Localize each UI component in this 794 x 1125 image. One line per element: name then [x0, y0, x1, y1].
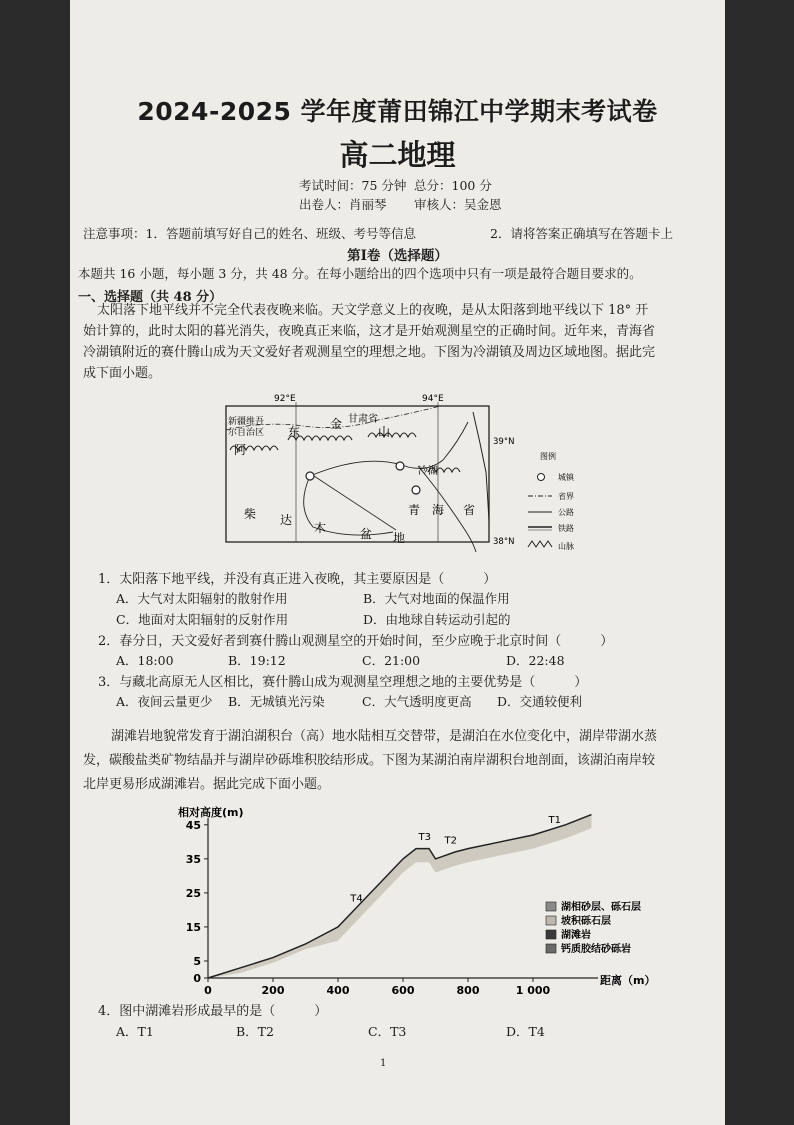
railway-line	[473, 412, 489, 522]
question-4-option-b[interactable]: B．T2	[236, 1024, 274, 1039]
passage-1-line-2: 始计算的，此时太阳的暮光消失，夜晚真正来临，这才是开始观测星空的正确时间。近年来，青海省	[83, 324, 656, 339]
map-char-jin: 金	[330, 417, 343, 431]
reviewer: 审核人：吴金恩	[414, 197, 502, 212]
question-1-option-a[interactable]: A．大气对太阳辐射的散射作用	[116, 591, 288, 606]
map-char-sheng: 省	[463, 503, 476, 517]
x-tick-label-3: 600	[391, 984, 415, 997]
lat-39-label: 39°N	[493, 437, 515, 447]
passage-2-line-1: 湖滩岩地貌常发育于湖泊湖积台（高）地水陆相互交替带，是湖泊在水位变化中，湖岸带湖水蒸	[111, 729, 658, 744]
map-char-di: 地	[393, 531, 406, 545]
question-3-stem: 3．与藏北高原无人区相比，赛什腾山成为观测星空理想之地的主要优势是（ ）	[98, 675, 588, 690]
question-2-option-d[interactable]: D．22:48	[506, 653, 565, 668]
legend-mountain: 山脉	[558, 542, 574, 551]
terrace-label-t1: T1	[548, 815, 561, 827]
lon-92-label: 92°E	[274, 394, 296, 404]
x-tick-label-2: 400	[326, 984, 350, 997]
question-1-option-c[interactable]: C．地面对太阳辐射的反射作用	[116, 612, 289, 627]
question-3-option-a[interactable]: A．夜间云量更少	[116, 694, 213, 709]
question-1-option-b[interactable]: B．大气对地面的保温作用	[363, 591, 510, 606]
map-char-da: 达	[280, 513, 293, 527]
legend-town: 城镇	[558, 473, 574, 482]
map-char-mu: 木	[314, 521, 327, 535]
question-4-option-d[interactable]: D．T4	[506, 1024, 545, 1039]
question-1-stem: 1．太阳落下地平线，并没有真正进入夜晚，其主要原因是（ ）	[98, 572, 497, 587]
question-2-option-c[interactable]: C．21:00	[362, 653, 421, 668]
xinjiang-label-1: 新疆维吾	[228, 417, 265, 427]
map-char-shan: 山	[378, 425, 391, 439]
x-tick-label-5: 1 000	[515, 984, 551, 997]
legend-entry-2: 湖滩岩	[561, 930, 591, 941]
legend-swatch-1	[546, 916, 556, 925]
legend-swatch-2	[546, 930, 556, 939]
legend-border: 省界	[558, 492, 574, 501]
y-tick-label-4: 35	[185, 852, 201, 866]
legend-mountain-icon	[528, 541, 552, 547]
question-3-option-c[interactable]: C．大气透明度更高	[362, 694, 472, 709]
map-legend	[528, 451, 575, 551]
passage-2	[83, 725, 723, 797]
chart-legend	[546, 900, 641, 955]
y-tick-label-3: 25	[185, 886, 201, 900]
lenghu-label: 冷湖	[418, 466, 438, 477]
y-ticks	[186, 819, 208, 985]
passage-2-line-3: 北岸更易形成湖滩岩。据此完成下面小题。	[83, 777, 331, 792]
profile-chart	[168, 800, 720, 1000]
passage-2-line-2: 发，碳酸盐类矿物结晶并与湖岸砂砾堆积胶结形成。下图为某湖泊南岸湖积台地剖面，该湖泊南岸较	[83, 753, 656, 768]
section-desc: 本题共 16 小题，每小题 3 分，共 48 分。在每小题给出的四个选项中只有一项是最符合题目要求的。	[78, 266, 642, 281]
chart-ylabel: 相对高度(m)	[178, 806, 244, 819]
exam-subject: 高二地理	[339, 138, 456, 172]
town-marker-3	[412, 486, 420, 494]
question-4-stem: 4．图中湖滩岩形成最早的是（ ）	[98, 1004, 328, 1019]
notes-line: 注意事项：1．答题前填写好自己的姓名、班级、考号等信息	[83, 226, 416, 241]
town-marker-1	[306, 472, 314, 480]
total-score: 总分：100 分	[414, 178, 492, 193]
exam-time: 考试时间：75 分钟	[299, 178, 407, 193]
road-diagonal	[314, 476, 396, 530]
exam-page	[70, 0, 725, 1125]
map-char-dong: 东	[288, 425, 301, 439]
passage-1-line-4: 成下面小题。	[83, 366, 162, 381]
town-marker-lenghu	[396, 462, 404, 470]
terrace-label-t4: T4	[350, 893, 363, 905]
passage-1	[83, 300, 723, 384]
legend-road: 公路	[558, 508, 574, 517]
legend-title: 图例	[540, 452, 556, 461]
map-char-a: 阿	[234, 443, 247, 457]
question-2-option-b[interactable]: B．19:12	[228, 653, 286, 668]
gansu-label: 甘肃省	[348, 414, 378, 425]
notes-item-2: 2．请将答案正确填写在答题卡上	[490, 226, 673, 241]
y-tick-label-0: 0	[193, 972, 201, 985]
passage-1-line-3: 冷湖镇附近的赛什腾山成为天文爱好者观测星空的理想之地。下图为冷湖镇及周边区域地图。据此完	[83, 345, 656, 360]
lon-94-label: 94°E	[422, 394, 444, 404]
x-tick-label-0: 0	[204, 984, 212, 997]
question-3-option-d[interactable]: D．交通较便利	[497, 694, 583, 709]
legend-town-icon	[538, 474, 545, 481]
section-title: 第Ⅰ卷（选择题）	[347, 248, 448, 264]
section-heading: 一、选择题（共 48 分）	[78, 290, 223, 305]
question-4-option-a[interactable]: A．T1	[116, 1024, 154, 1039]
map-char-pen: 盆	[360, 527, 373, 541]
question-3-option-b[interactable]: B．无城镇光污染	[228, 694, 325, 709]
y-tick-label-1: 5	[193, 954, 201, 968]
y-tick-label-5: 45	[185, 818, 201, 832]
map-char-hai: 海	[432, 503, 445, 517]
x-ticks	[204, 978, 550, 997]
question-1-option-d[interactable]: D．由地球自转运动引起的	[363, 612, 511, 627]
question-2-option-a[interactable]: A．18:00	[116, 653, 174, 668]
profile-deposit-area	[208, 815, 592, 978]
legend-swatch-0	[546, 902, 556, 911]
x-tick-label-4: 800	[456, 984, 480, 997]
chart-xlabel: 距离（m）	[600, 974, 656, 987]
question-4-option-c[interactable]: C．T3	[368, 1024, 407, 1039]
y-tick-label-2: 15	[185, 920, 201, 934]
page-number: 1	[380, 1058, 387, 1069]
legend-entry-0: 湖相砂层、砾石层	[561, 902, 641, 913]
x-tick-label-1: 200	[261, 984, 285, 997]
xinjiang-label-2: 尔自治区	[228, 428, 265, 438]
legend-entry-1: 坡积砾石层	[561, 916, 611, 927]
exam-title: 2024-2025 学年度莆田锦江中学期末考试卷	[137, 97, 658, 126]
question-2-stem: 2．春分日，天文爱好者到赛什腾山观测星空的开始时间，至少应晚于北京时间（ ）	[98, 634, 614, 649]
terrace-label-t3: T3	[418, 832, 431, 844]
lat-38-label: 38°N	[493, 537, 515, 547]
map-char-chai: 柴	[244, 507, 257, 521]
map-char-qing: 青	[408, 503, 421, 517]
legend-entry-3: 钙质胶结砂砾岩	[561, 944, 631, 955]
terrace-label-t2: T2	[444, 835, 457, 847]
legend-rail: 铁路	[558, 524, 574, 533]
legend-swatch-3	[546, 944, 556, 953]
author: 出卷人：肖丽琴	[299, 197, 387, 212]
region-map	[218, 392, 590, 560]
passage-1-line-1: 太阳落下地平线并不完全代表夜晚来临。天文学意义上的夜晚，是从太阳落到地平线以下 18° 开	[97, 303, 649, 318]
